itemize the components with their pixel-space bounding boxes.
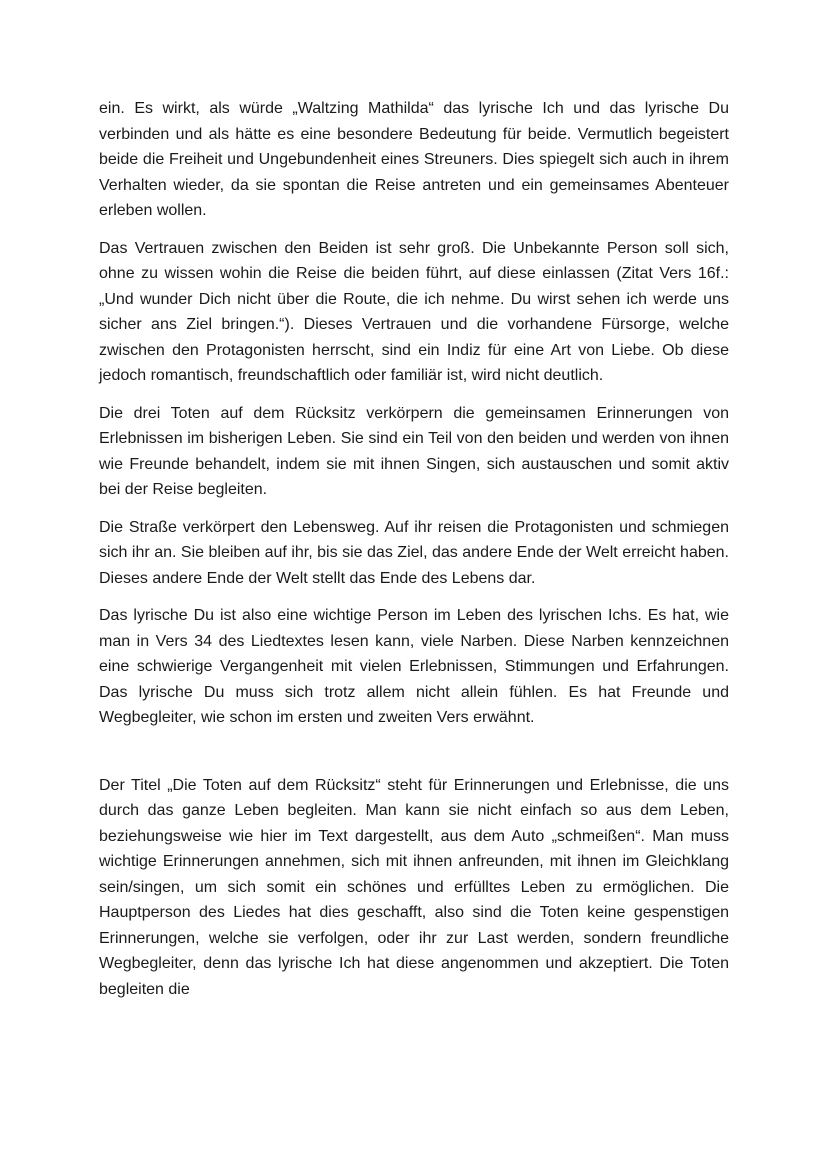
paragraph-vertrauen: Das Vertrauen zwischen den Beiden ist sehr groß. Die Unbekannte Person soll sich, ohne zu wissen wohin die Reise die beiden führt, auf diese einlassen (Zitat Vers 16f.: „Und wunder Dich nicht über die Route, die ich nehme. Du wirst sehen ich werde uns sicher ans Ziel bringen.“). Dieses Vertrauen und die vorhandene Fürsorge, welche zwischen den Protagonisten herrscht, sind ein Indiz für eine Art von Liebe. Ob diese jedoch romantisch, freundschaftlich oder familiär ist, wird nicht deutlich. [99, 239, 729, 384]
document-page [99, 96, 729, 1014]
paragraph-strasse: Die Straße verkörpert den Lebensweg. Auf ihr reisen die Protagonisten und schmiegen sich ihr an. Sie bleiben auf ihr, bis sie das Ziel, das andere Ende der Welt erreicht haben. Dieses andere Ende der Welt stellt das Ende des Lebens dar. [99, 518, 729, 587]
paragraph-titel: Der Titel „Die Toten auf dem Rücksitz“ steht für Erinnerungen und Erlebnisse, die uns durch das ganze Leben begleiten. Man kann sie nicht einfach so aus dem Leben, beziehungsweise wie hier im Text dargestellt, aus dem Auto „schmeißen“. Man muss wichtige Erinnerungen annehmen, sich mit ihnen anfreunden, mit ihnen im Gleichklang sein/singen, um sich somit ein schönes und erfülltes Leben zu ermöglichen. Die Hauptperson des Liedes hat dies geschafft, also sind die Toten keine gespenstigen Erinnerungen, welche sie verfolgen, oder ihr zur Last werden, sondern freundliche Wegbegleiter, denn das lyrische Ich hat diese angenommen und akzeptiert. Die Toten begleiten die [99, 776, 729, 998]
paragraph-drei-toten: Die drei Toten auf dem Rücksitz verkörpern die gemeinsamen Erinnerungen von Erlebnissen im bisherigen Leben. Sie sind ein Teil von den beiden und werden von ihnen wie Freunde behandelt, indem sie mit ihnen Singen, sich austauschen und somit aktiv bei der Reise begleiten. [99, 404, 729, 498]
paragraph-lyrisches-du: Das lyrische Du ist also eine wichtige Person im Leben des lyrischen Ichs. Es hat, wie man in Vers 34 des Liedtextes lesen kann, viele Narben. Diese Narben kennzeichnen eine schwierige Vergangenheit mit vielen Erlebnissen, Stimmungen und Erfahrungen. Das lyrische Du muss sich trotz allem nicht allein fühlen. Es hat Freunde und Wegbegleiter, wie schon im ersten und zweiten Vers erwähnt. [99, 607, 729, 726]
paragraph-waltzing-mathilda: ein. Es wirkt, als würde „Waltzing Mathilda“ das lyrische Ich und das lyrische Du verbinden und als hätte es eine besondere Bedeutung für beide. Vermutlich begeistert beide die Freiheit und Ungebundenheit eines Streuners. Dies spiegelt sich auch in ihrem Verhalten wieder, da sie spontan die Reise antreten und ein gemeinsames Abenteuer erleben wollen. [99, 100, 729, 219]
